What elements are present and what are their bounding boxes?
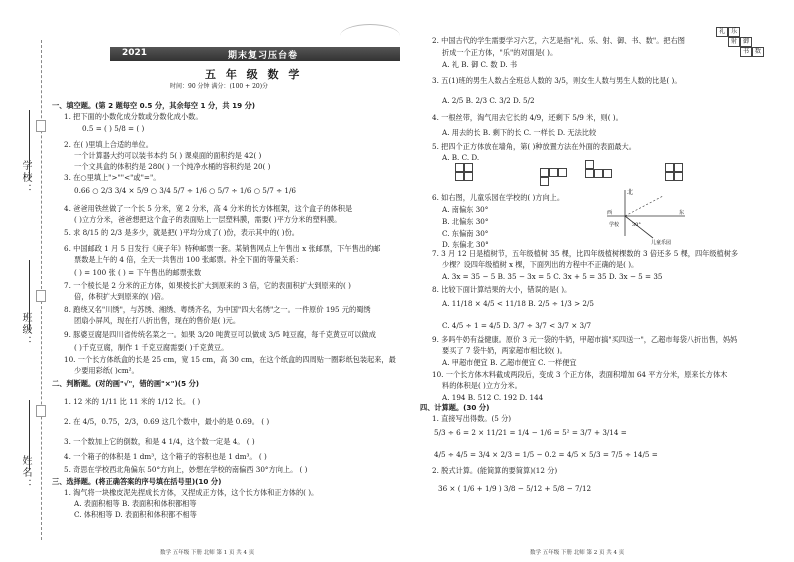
question-line: 2. 在( )里填上合适的单位。 — [64, 140, 153, 149]
question-line: 1. 12 米的 1/11 比 11 米的 1/12 长。 ( ) — [64, 397, 201, 406]
net-face: 射 — [728, 37, 740, 47]
page-footer-left: 数学 五年级 下册 北师 第 1 页 共 4 页 — [160, 550, 255, 556]
question-line: 5. 奇思在学校西北角偏东 50°方向上，妙想在学校的南偏西 30°方向上。 ( ) — [64, 465, 308, 474]
seal-box — [36, 405, 46, 417]
question-line: A. 南偏东 30° — [442, 205, 489, 214]
map-park-label: 儿童乐园 — [651, 240, 672, 246]
class-label: 班级： — [20, 312, 31, 348]
question-line: ( )立方分米，爸爸想把这个盒子的表面贴上一层塑料膜，需要( )平方分米的塑料膜。 — [74, 215, 342, 224]
question-line: 3. 五(1)班的男生人数占全班总人数的 3/5，则女生人数与男生人数的比是( )。 — [432, 76, 682, 85]
direction-map-figure — [605, 186, 725, 246]
question-line: 少要用彩纸( )cm²。 — [74, 366, 139, 375]
school-underline — [29, 110, 30, 180]
left-page — [52, 0, 407, 562]
question-line: 36 × ( 1/6 + 1/9 ) 3/8 − 5/12 + 5/8 − 7/12 — [438, 484, 592, 493]
map-angle-label: 30° — [632, 222, 641, 228]
question-line: 折成一个正方体，"乐"的对面是( )。 — [442, 48, 558, 57]
question-line: A. 礼 B. 御 C. 数 D. 书 — [442, 60, 518, 69]
question-line: 1. 把下面的小数化成分数或分数化成小数。 — [64, 112, 203, 121]
right-page — [420, 0, 790, 562]
exam-title: 期末复习压台卷 — [228, 51, 299, 61]
question-line: 9. 豚婆豆腐是四川省传统名菜之一。如果 3/20 吨黄豆可以做成 3/5 吨豆腐，每千克黄豆可以做成 — [64, 330, 376, 339]
question-line: 3. 在○里填上">""<"或"="。 — [64, 173, 161, 182]
question-line: C. 东偏南 30° — [442, 229, 489, 238]
question-line: A. 表面积相等 B. 表面积和体积都相等 — [74, 499, 197, 508]
question-line: 票数是上午的 4 倍，全天一共售出 100 张邮票。补全下面的等量关系： — [74, 255, 303, 264]
question-line: 一个计算器大约可以装书本约 5( ) 课桌面的面积约是 42( ) — [74, 151, 262, 160]
question-line: A. 用去的长 B. 剩下的长 C. 一样长 D. 无法比较 — [442, 128, 597, 137]
question-line: 3. 一个数加上它的倒数，和是 4 1/4，这个数一定是 4。 ( ) — [64, 437, 255, 446]
question-line: 少棵？设四年级植树 x 棵，下面列出的方程中不正确的是( )。 — [442, 260, 639, 269]
question-line: 4. 一根丝带，淘气用去它长的 4/9，还剩下 5/9 米，则( )。 — [432, 113, 623, 122]
page-footer-right: 数学 五年级 下册 北师 第 2 页 共 4 页 — [530, 550, 625, 556]
question-line: 10. 一个长方体木料截成两段后，变成 3 个正方体，表面积增加 64 平方分米，原来长方体木 — [432, 370, 728, 379]
question-line: A. 11/18 × 4/5 < 11/18 B. 2/5 ÷ 1/3 > 2/5 — [442, 299, 594, 308]
question-line: 2. 中国古代的学生需要学习六艺，六艺是指"礼、乐、射、御、书、数"。把右图 — [432, 36, 685, 45]
question-line: 5/3 ÷ 6 = 2 × 11/21 = 1/4 − 1/6 = 5² = 3/7 + 3/14 = — [434, 428, 627, 437]
name-underline — [29, 400, 30, 470]
question-line: 倍，体积扩大到原来的( )倍。 — [74, 292, 169, 301]
section-heading: 四、计算题。(30 分) — [420, 403, 490, 412]
question-line: C. 体积相等 D. 表面积和体积都不相等 — [74, 510, 197, 519]
question-line: A. 2/5 B. 2/3 C. 3/2 D. 5/2 — [442, 96, 535, 105]
seal-box — [36, 290, 46, 302]
map-north-label: 北 — [627, 189, 634, 196]
section-heading: 二、判断题。(对的画"√"，错的画"×")(5 分) — [52, 379, 200, 388]
question-line: D. 东偏北 30° — [442, 240, 489, 249]
question-line: 0.66 ○ 2/3 3/4 × 5/9 ○ 3/4 5/7 ÷ 1/6 ○ 5/7 ÷ 1/6 ○ 5/7 ÷ 1/6 — [74, 186, 296, 195]
question-line: 8. 跑绕又名"川绣"，与苏绣、湘绣、粤绣齐名，为中国"四大名绣"之一。一件原价 195 元的蜀绣 — [64, 305, 371, 314]
question-line: 料的体积是( )立方分米。 — [442, 381, 522, 390]
question-line: 10. 一个长方体纸盒的长是 25 cm，宽 15 cm，高 30 cm，在这个纸盒的四周贴一圈彩纸包装起来，最 — [64, 355, 396, 364]
question-line: 5. 求 8/15 的 2/3 是多少，就是把( )平均分成了( )份，表示其中的( )份。 — [64, 228, 299, 237]
question-line: 6. 如右图，儿童乐园在学校的( )方向上。 — [432, 193, 565, 202]
question-line: 5. 把四个正方体放在墙角，第( )种放置方法在外面的表面最大。 — [432, 142, 636, 151]
question-line: A. 194 B. 512 C. 192 D. 144 — [442, 393, 544, 402]
question-line: 0.5 = ( ) 5/8 = ( ) — [82, 124, 145, 133]
class-underline — [29, 260, 30, 330]
question-line: 1. 淘气将一块橡皮泥先捏成长方体，又捏成正方体，这个长方体和正方体的( )。 — [64, 488, 319, 497]
map-west-label: 西 — [607, 210, 613, 216]
section-heading: 三、选择题。(将正确答案的序号填在括号里)(10 分) — [52, 477, 222, 486]
seal-box — [36, 120, 46, 132]
question-line: A. B. C. D. — [442, 153, 480, 162]
net-face: 乐 — [728, 27, 740, 37]
net-face: 书 — [740, 47, 752, 57]
question-line: B. 北偏东 30° — [442, 217, 489, 226]
school-label: 学校： — [20, 160, 31, 196]
net-face: 礼 — [716, 27, 728, 37]
map-school-label: 学校 — [609, 222, 620, 228]
question-line: 2. 在 4/5，0.75，2/3，0.69 这几个数中，最小的是 0.69。 ( ) — [64, 417, 270, 426]
question-line: 7. 3 月 12 日是植树节，五年级植树 35 棵，比四年级植树棵数的 3 倍还多 5 棵，四年级植树多 — [432, 249, 739, 258]
question-line: 一个文具盒的体积约是 280( ) 一个纯净水桶的容积约是 20( ) — [74, 162, 271, 171]
subject-title: 五 年 级 数 学 — [205, 68, 303, 81]
question-line: 4. 爸爸用铁丝做了一个长 5 分米，宽 2 分米，高 4 分米的长方体框架，这个盒子的体积是 — [64, 204, 353, 213]
net-face: 御 — [740, 37, 752, 47]
question-line: ( )千克豆腐，制作 1 千克豆腐需要( )千克黄豆。 — [74, 343, 229, 352]
question-line: 7. 一个棱长是 2 分米的正方体，如果棱长扩大到原来的 3 倍，它的表面积扩大到原来的( ) — [64, 281, 351, 290]
question-line: 6. 中国邮政 1 月 5 日发行《庚子年》特种邮票一套。某销售网点上午售出 x 张邮票，下午售出的邮 — [64, 244, 381, 253]
section-heading: 一、填空题。(第 2 题每空 0.5 分，其余每空 1 分，共 19 分) — [52, 101, 256, 110]
question-line: A. 3x = 35 − 5 B. 35 − 3x = 5 C. 3x + 5 = 35 D. 3x − 5 = 35 — [442, 272, 663, 281]
question-line: 2. 脱式计算。(能简算的要简算)(12 分) — [432, 466, 558, 475]
question-line: 4. 一个箱子的体积是 1 dm³，这个箱子的容积也是 1 dm³。 ( ) — [64, 452, 267, 461]
net-face: 数 — [752, 47, 764, 57]
question-line: ( ) = 100 张 ( ) = 下午售出的邮票张数 — [74, 268, 202, 277]
exam-year: 2021 — [122, 48, 148, 58]
name-label: 姓名： — [20, 455, 31, 491]
question-line: 8. 比较下面计算结果的大小，错误的是( )。 — [432, 285, 572, 294]
question-line: C. 4/5 ÷ 1 = 4/5 D. 3/7 ÷ 3/7 < 3/7 × 3/7 — [442, 321, 592, 330]
question-line: 1. 直接写出得数。(5 分) — [432, 414, 512, 423]
map-east-label: 东 — [679, 210, 685, 216]
question-line: 9. 多吗牛奶有益健康。原价 3 元一袋的牛奶，甲超市搞"买四送一"，乙超市每袋八折出售，妈妈 — [432, 335, 738, 344]
question-line: 团扇小屏风，现在打八折出售，现在的售价是( )元。 — [74, 316, 241, 325]
question-line: 要买了 7 袋牛奶，两家超市相比较( )。 — [442, 346, 567, 355]
question-line: A. 甲超市便宜 B. 乙超市便宜 C. 一样便宜 — [442, 358, 577, 367]
time-score-info: 时间：90 分钟 满分：(100 + 20)分 — [170, 83, 269, 90]
binding-gutter — [0, 0, 52, 562]
question-line: 4/5 ÷ 4/5 = 3/4 × 2/3 = 1/5 − 0.2 = 4/5 × 5/3 = 7/5 ÷ 14/5 = — [434, 450, 658, 459]
